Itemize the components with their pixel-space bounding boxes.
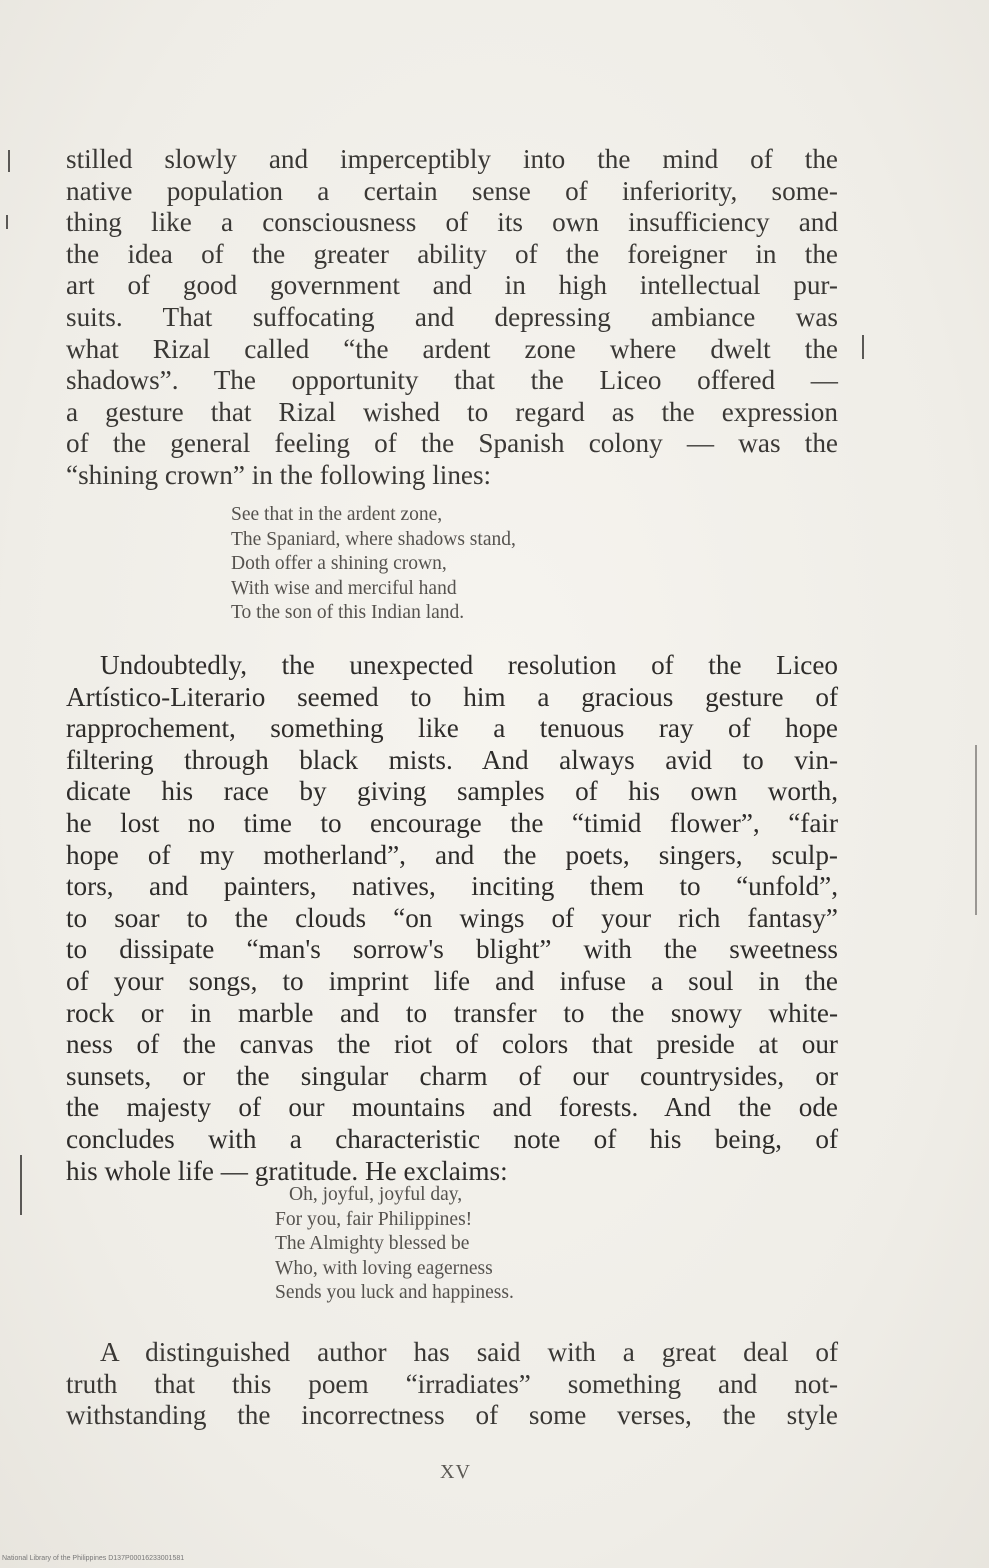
verse-line: Doth offer a shining crown, bbox=[231, 553, 447, 575]
paragraph-1 bbox=[66, 144, 838, 492]
text-line: his whole life — gratitude. He exclaims: bbox=[66, 1155, 508, 1186]
verse-line: Sends you luck and happiness. bbox=[275, 1282, 514, 1304]
text-line: sunsets, or the singular charm of our countrysides, or bbox=[66, 1060, 838, 1091]
scan-edge-mark bbox=[975, 745, 977, 915]
text-line: the majesty of our mountains and forests. And the ode bbox=[66, 1092, 838, 1123]
text-line: thing like a consciousness of its own insufficiency and bbox=[66, 207, 838, 238]
text-line: to dissipate “man's sorrow's blight” with the sweetness bbox=[66, 934, 838, 965]
text-line: withstanding the incorrectness of some verses, the style bbox=[66, 1400, 838, 1431]
text-line: shadows”. The opportunity that the Liceo offered — bbox=[66, 365, 838, 396]
scan-edge-mark bbox=[8, 150, 10, 172]
text-line: native population a certain sense of inferiority, some- bbox=[66, 175, 838, 206]
text-line: rock or in marble and to transfer to the snowy white- bbox=[66, 997, 838, 1028]
text-line: concludes with a characteristic note of his being, of bbox=[66, 1123, 838, 1154]
paragraph-3 bbox=[66, 1337, 838, 1432]
text-line: art of good government and in high intellectual pur- bbox=[66, 270, 838, 301]
text-line: stilled slowly and imperceptibly into the mind of the bbox=[66, 144, 838, 174]
text-line: of your songs, to imprint life and infuse a soul in the bbox=[66, 965, 838, 996]
verse-line: Oh, joyful, joyful day, bbox=[289, 1184, 463, 1205]
page-number: XV bbox=[440, 1461, 471, 1483]
text-line: of the general feeling of the Spanish colony — was the bbox=[66, 428, 838, 459]
text-line: truth that this poem “irradiates” something and not- bbox=[66, 1368, 838, 1399]
text-line: A distinguished author has said with a great deal of bbox=[100, 1337, 838, 1367]
paragraph-2 bbox=[66, 650, 838, 1187]
verse-stanza-1 bbox=[231, 503, 516, 626]
verse-line: For you, fair Philippines! bbox=[275, 1208, 473, 1230]
verse-line: To the son of this Indian land. bbox=[231, 602, 465, 624]
text-line: the idea of the greater ability of the foreigner in the bbox=[66, 238, 838, 269]
text-line: to soar to the clouds “on wings of your rich fantasy” bbox=[66, 902, 838, 933]
text-line: Artístico-Literario seemed to him a gracious gesture of bbox=[66, 681, 838, 712]
text-line: rapprochement, something like a tenuous ray of hope bbox=[66, 713, 838, 744]
text-line: a gesture that Rizal wished to regard as the expression bbox=[66, 396, 838, 427]
verse-line: The Almighty blessed be bbox=[275, 1233, 470, 1255]
scan-edge-mark bbox=[6, 215, 8, 229]
text-line: hope of my motherland”, and the poets, singers, sculp- bbox=[66, 839, 838, 870]
verse-stanza-2 bbox=[275, 1183, 514, 1306]
verse-line: Who, with loving eagerness bbox=[275, 1257, 493, 1279]
scan-footer: National Library of the Philippines D137P00016233001581 bbox=[2, 1555, 185, 1562]
verse-line: With wise and merciful hand bbox=[231, 577, 457, 599]
verse-line: See that in the ardent zone, bbox=[231, 504, 443, 525]
text-line: what Rizal called “the ardent zone where dwelt the bbox=[66, 333, 838, 364]
text-line: dicate his race by giving samples of his own worth, bbox=[66, 776, 838, 807]
text-line: he lost no time to encourage the “timid flower”, “fair bbox=[66, 807, 838, 838]
text-line: ness of the canvas the riot of colors that preside at our bbox=[66, 1029, 838, 1060]
text-line: filtering through black mists. And always avid to vin- bbox=[66, 744, 838, 775]
verse-line: The Spaniard, where shadows stand, bbox=[231, 528, 516, 550]
text-line: Undoubtedly, the unexpected resolution of the Liceo bbox=[100, 650, 838, 680]
text-line: “shining crown” in the following lines: bbox=[66, 459, 492, 490]
text-line: tors, and painters, natives, inciting them to “unfold”, bbox=[66, 871, 838, 902]
scan-edge-mark bbox=[862, 335, 864, 359]
text-line: suits. That suffocating and depressing ambiance was bbox=[66, 301, 838, 332]
scan-edge-mark bbox=[20, 1155, 22, 1215]
